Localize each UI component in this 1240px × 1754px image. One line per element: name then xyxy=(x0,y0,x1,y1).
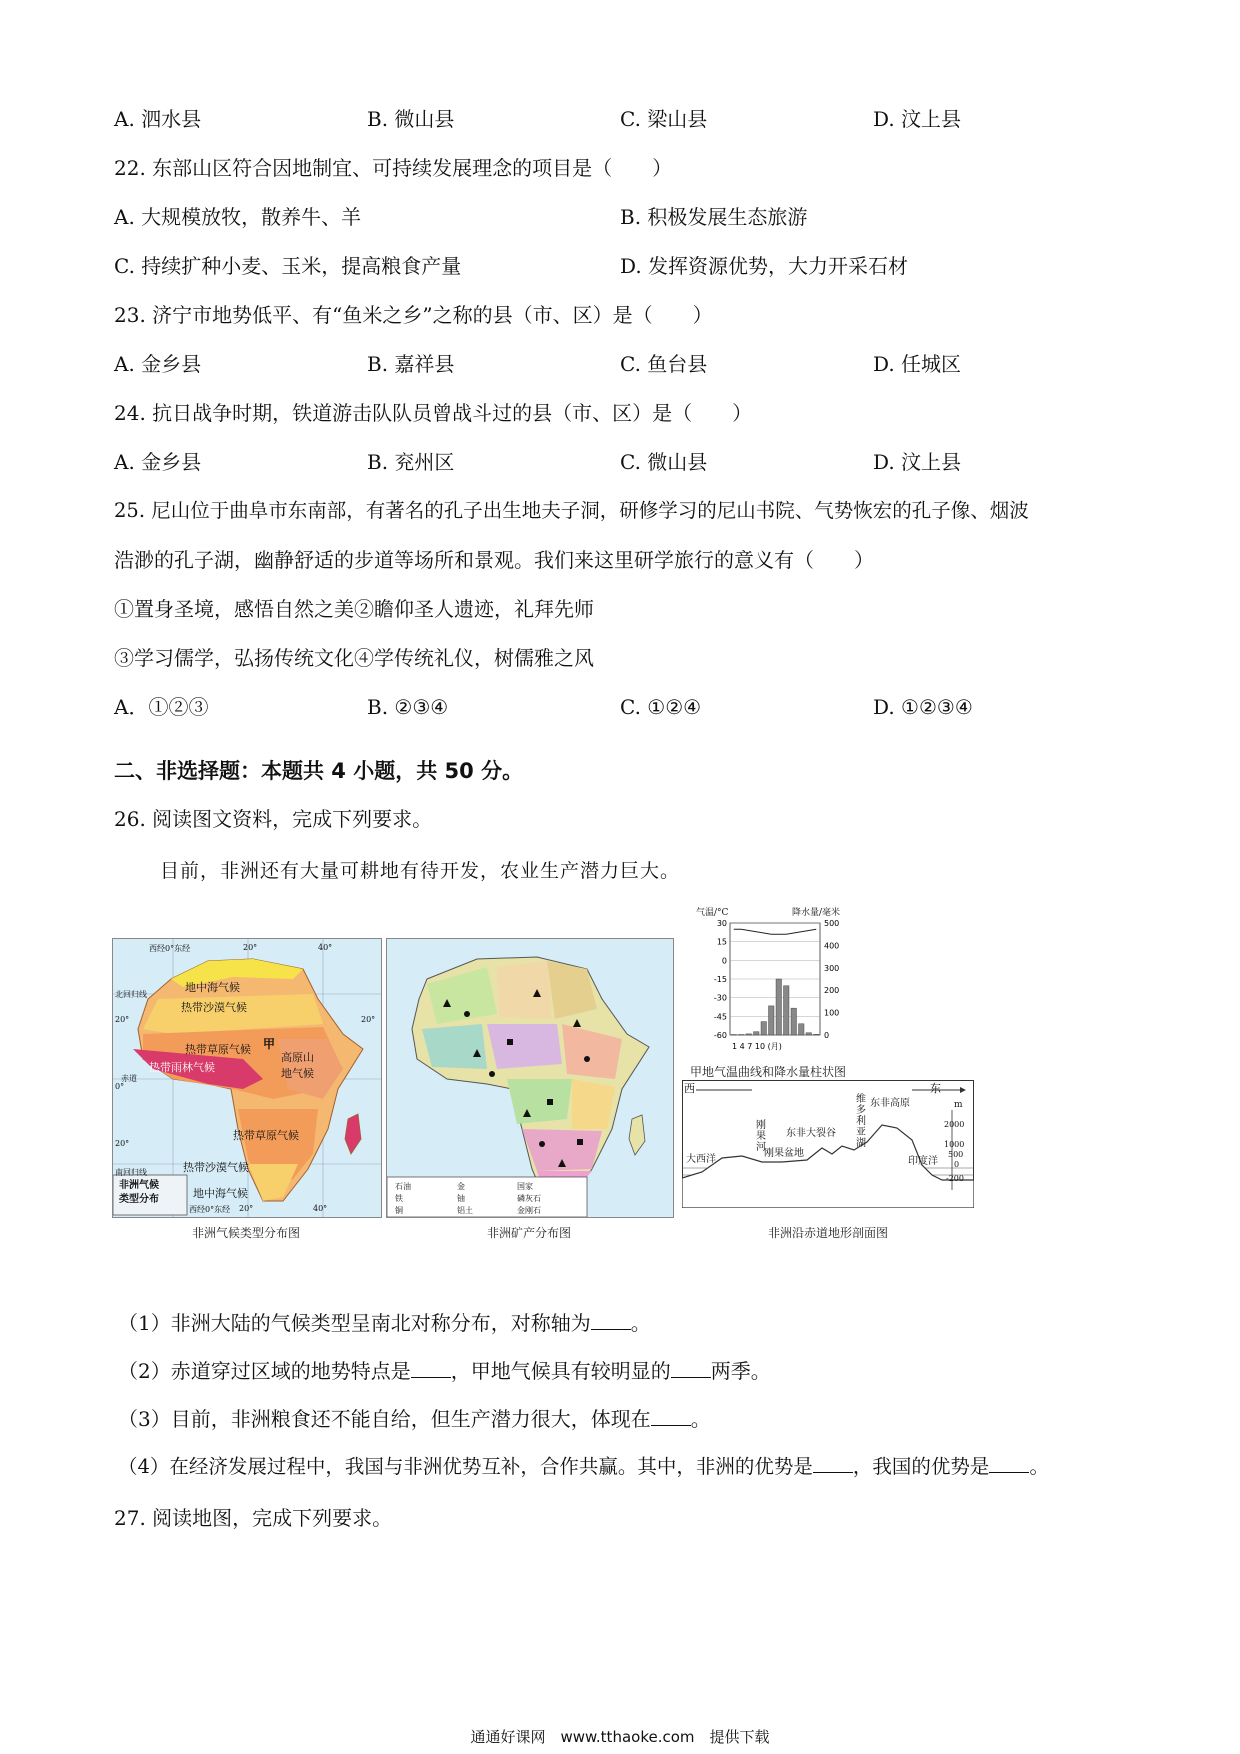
q26-sub2 xyxy=(118,1358,771,1384)
temp-tick-label: 0 xyxy=(721,956,727,966)
profile-label-lake-victoria: 维多利亚湖 xyxy=(856,1094,866,1149)
q25-option-d: D. ①②③④ xyxy=(873,695,973,719)
q24-option-c: C. 微山县 xyxy=(620,450,708,474)
precip-bar xyxy=(746,1034,752,1035)
precip-tick-label: 100 xyxy=(824,1008,840,1018)
profile-tick-neg200: -200 xyxy=(946,1174,964,1183)
profile-label-rift-valley: 东非大裂谷 xyxy=(786,1128,836,1139)
q26-sub3 xyxy=(118,1406,711,1432)
q23-option-d: D. 任城区 xyxy=(873,352,962,376)
q26-sub1-text: （1）非洲大陆的气候类型呈南北对称分布，对称轴为 xyxy=(118,1311,591,1335)
precip-bar xyxy=(806,1033,812,1035)
climate-label-mediterranean-s: 地中海气候 xyxy=(193,1187,248,1200)
climate-map-caption: 非洲气候类型分布图 xyxy=(191,1226,300,1240)
climate-label-desert-n: 热带沙漠气候 xyxy=(181,1001,247,1014)
profile-west-label: 西 xyxy=(684,1082,695,1095)
q25-option-a: A．①②③ xyxy=(114,695,209,719)
climate-label-desert-s: 热带沙漠气候 xyxy=(183,1161,249,1174)
climate-label-mediterranean-n: 地中海气候 xyxy=(185,981,240,994)
profile-label-indian-ocean: 印度洋 xyxy=(908,1156,938,1167)
mineral-map-caption: 非洲矿产分布图 xyxy=(486,1226,571,1240)
q22-option-b: B. 积极发展生态旅游 xyxy=(620,205,808,229)
q26-sub3-text: （3）目前，非洲粮食还不能自给，但生产潜力很大，体现在 xyxy=(118,1407,651,1431)
africa-mineral-map xyxy=(386,938,674,1218)
climate-label-savanna-n: 热带草原气候 xyxy=(185,1043,251,1056)
q21-option-d: D. 汶上县 xyxy=(873,107,962,131)
q22-option-d: D. 发挥资源优势，大力开采石材 xyxy=(620,254,909,278)
q26-sub4-text: （4）在经济发展过程中，我国与非洲优势互补，合作共赢。其中，非洲的优势是 xyxy=(118,1455,813,1478)
graticule-label-left-0: 0° xyxy=(115,1082,125,1091)
tropic-of-cancer-label: 北回归线 xyxy=(115,990,147,999)
q21-option-a: A. 泗水县 xyxy=(114,107,202,131)
temp-tick-label: -60 xyxy=(713,1031,727,1040)
climate-label-highland: 高原山地气候 xyxy=(281,1051,314,1080)
answer-blank[interactable] xyxy=(813,1454,853,1473)
precip-bar xyxy=(791,1008,797,1035)
q21-option-b: B. 微山县 xyxy=(367,107,455,131)
mineral-legend-uranium: 铀 xyxy=(457,1194,465,1203)
q26-sub1 xyxy=(118,1310,651,1336)
mineral-legend-country: 国家 xyxy=(517,1182,533,1191)
q23-option-c: C. 鱼台县 xyxy=(620,352,708,376)
climate-chart xyxy=(690,905,876,1063)
q25-statement-3-4: ③学习儒学，弘扬传统文化④学传统礼仪，树儒雅之风 xyxy=(114,646,594,670)
answer-blank[interactable] xyxy=(651,1407,691,1426)
q22-option-a: A. 大规模放牧，散养牛、羊 xyxy=(114,205,362,229)
graticule-label-bottom-40: 40° xyxy=(313,1204,328,1213)
q26-sub2-text: （2）赤道穿过区域的地势特点是 xyxy=(118,1359,411,1383)
q21-option-c: C. 梁山县 xyxy=(620,107,708,131)
climate-chart-precip-axis-title: 降水量/毫米 xyxy=(792,908,841,918)
q25-stem-line2: 浩渺的孔子湖，幽静舒适的步道等场所和景观。我们来这里研学旅行的意义有（ ） xyxy=(114,548,874,572)
temp-tick-label: -30 xyxy=(713,993,727,1003)
q22-stem: 22. 东部山区符合因地制宜、可持续发展理念的项目是（ ） xyxy=(114,156,673,180)
graticule-label-top-40: 40° xyxy=(318,943,333,952)
q27-stem: 27. 阅读地图，完成下列要求。 xyxy=(114,1506,393,1530)
q24-stem: 24. 抗日战争时期，铁道游击队队员曾战斗过的县（市、区）是（ ） xyxy=(114,401,753,425)
q26-stem: 26. 阅读图文资料，完成下列要求。 xyxy=(114,807,433,831)
climate-chart-temp-axis-title: 气温/°C xyxy=(696,908,729,918)
q26-intro: 目前，非洲还有大量可耕地有待开发，农业生产潜力巨大。 xyxy=(160,860,681,882)
climate-map-legend-title: 非洲气候 类型分布 xyxy=(119,1180,159,1205)
q22-option-c: C. 持续扩种小麦、玉米，提高粮食产量 xyxy=(114,254,462,278)
graticule-label-top-0: 西经0°东经 xyxy=(149,944,191,953)
mineral-legend-diamond: 金刚石 xyxy=(517,1206,541,1215)
temp-tick-label: 30 xyxy=(716,919,727,928)
precip-tick-label: 300 xyxy=(824,963,840,973)
answer-blank[interactable] xyxy=(591,1311,631,1330)
temperature-curve xyxy=(734,929,817,934)
temp-tick-label: -45 xyxy=(713,1012,727,1022)
profile-caption: 非洲沿赤道地形剖面图 xyxy=(767,1226,888,1240)
graticule-label-top-20: 20° xyxy=(243,943,258,952)
profile-label-congo-river: 刚果河 xyxy=(756,1120,766,1153)
q26-sub4 xyxy=(118,1454,1049,1480)
profile-label-congo-basin: 刚果盆地 xyxy=(764,1148,804,1159)
precip-tick-label: 0 xyxy=(824,1031,830,1040)
climate-chart-caption: 甲地气温曲线和降水量柱状图 xyxy=(690,1065,847,1079)
q26-sub3-end: 。 xyxy=(690,1407,711,1431)
precip-bar xyxy=(814,1034,820,1035)
precip-bar xyxy=(776,979,782,1035)
mineral-legend-gold: 金 xyxy=(457,1182,465,1191)
africa-climate-map xyxy=(112,938,382,1218)
profile-label-atlantic: 大西洋 xyxy=(686,1154,716,1165)
q23-stem: 23. 济宁市地势低平、有“鱼米之乡”之称的县（市、区）是（ ） xyxy=(114,303,713,327)
profile-tick-2000: 2000 xyxy=(944,1120,965,1129)
month-axis-label: 1 4 7 10 (月) xyxy=(732,1042,782,1051)
mineral-legend-copper: 铜 xyxy=(395,1206,403,1215)
answer-blank[interactable] xyxy=(671,1359,711,1378)
precip-bar xyxy=(784,986,790,1035)
section2-heading: 二、非选择题：本题共 4 小题，共 50 分。 xyxy=(114,759,524,783)
graticule-label-left-20n: 20° xyxy=(115,1015,130,1024)
climate-label-rainforest: 热带雨林气候 xyxy=(149,1061,215,1074)
profile-east-label: 东 xyxy=(930,1082,941,1095)
equator-label: 赤道 xyxy=(121,1074,137,1083)
q26-sub2-mid: ，甲地气候具有较明显的 xyxy=(450,1359,671,1383)
q25-option-b: B. ②③④ xyxy=(367,695,449,719)
q26-sub2-end: 两季。 xyxy=(710,1359,771,1383)
tropic-of-capricorn-label: 南回归线 xyxy=(115,1168,147,1177)
location-jia: 甲 xyxy=(263,1037,276,1051)
precip-tick-label: 200 xyxy=(824,986,840,996)
q26-sub1-end: 。 xyxy=(630,1311,651,1335)
q25-option-c: C. ①②④ xyxy=(620,695,702,719)
q25-stem-line1: 25. 尼山位于曲阜市东南部，有著名的孔子出生地夫子洞，研修学习的尼山书院、气势恢宏的孔子像、烟波 xyxy=(114,499,1029,522)
graticule-label-bottom-0: 西经0°东经 xyxy=(189,1205,231,1214)
precip-bar xyxy=(761,1022,767,1035)
graticule-label-bottom-20: 20° xyxy=(239,1204,254,1213)
climate-chart-plot xyxy=(690,917,876,1057)
mineral-legend-bauxite: 铝土 xyxy=(457,1206,473,1215)
profile-tick-1000: 1000 xyxy=(944,1140,965,1149)
q26-sub4-end: 。 xyxy=(1029,1455,1049,1478)
temp-tick-label: 15 xyxy=(716,937,727,947)
answer-blank[interactable] xyxy=(989,1454,1029,1473)
profile-tick-0: 0 xyxy=(954,1160,960,1169)
profile-tick-500: 500 xyxy=(948,1150,964,1159)
mineral-legend-apatite: 磷灰石 xyxy=(517,1194,541,1203)
answer-blank[interactable] xyxy=(411,1359,451,1378)
q23-option-a: A. 金乡县 xyxy=(114,352,202,376)
q24-option-b: B. 兖州区 xyxy=(367,450,455,474)
q26-sub4-mid: ，我国的优势是 xyxy=(852,1455,990,1478)
climate-label-savanna-s: 热带草原气候 xyxy=(233,1129,299,1142)
q23-option-b: B. 嘉祥县 xyxy=(367,352,455,376)
q24-option-a: A. 金乡县 xyxy=(114,450,202,474)
q25-statement-1-2: ①置身圣境，感悟自然之美②瞻仰圣人遗迹，礼拜先师 xyxy=(114,597,594,621)
precip-bar xyxy=(799,1024,805,1035)
q24-option-d: D. 汶上县 xyxy=(873,450,962,474)
precip-bar xyxy=(754,1032,760,1035)
profile-unit: m xyxy=(954,1100,963,1110)
precip-tick-label: 400 xyxy=(824,941,840,951)
temp-tick-label: -15 xyxy=(713,975,727,984)
precip-bar xyxy=(769,1006,775,1035)
equator-terrain-profile xyxy=(682,1080,974,1208)
footer-download-note: 通通好课网 www.tthaoke.com 提供下载 xyxy=(470,1728,770,1746)
profile-label-east-african-plateau: 东非高原 xyxy=(870,1098,910,1109)
mineral-legend-iron: 铁 xyxy=(395,1194,403,1203)
graticule-label-left-20s: 20° xyxy=(115,1139,130,1148)
graticule-label-right-20n: 20° xyxy=(361,1015,376,1024)
mineral-legend-oil: 石油 xyxy=(395,1182,411,1191)
precip-tick-label: 500 xyxy=(824,919,840,928)
